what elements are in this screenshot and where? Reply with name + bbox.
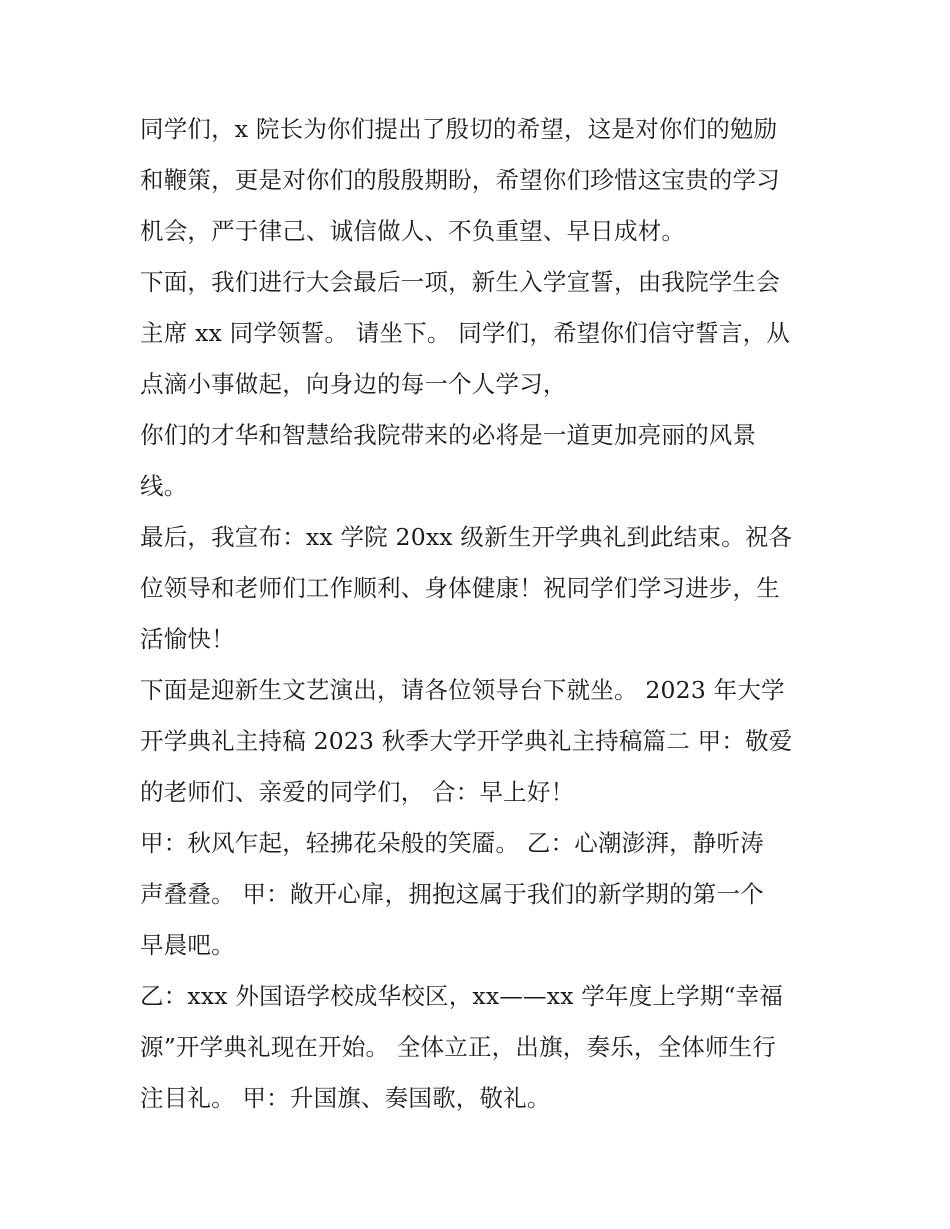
- paragraph-6: 甲：秋风乍起，轻拂花朵般的笑靥。 乙：心潮澎湃，静听涛 声叠叠。 甲：敞开心扉，拥抱这属于我们的新学期的第一个 早晨吧。: [140, 829, 764, 959]
- paragraph-3: 你们的才华和智慧给我院带来的必将是一道更加亮丽的风景 线。: [140, 421, 757, 500]
- paragraph-2: 下面，我们进行大会最后一项，新生入学宣誓，由我院学生会 主席 xx 同学领誓。 请坐下。 同学们，希望你们信守誓言，从 点滴小事做起，向身边的每一个人学习，: [140, 268, 791, 398]
- paragraph-7: 乙：xxx 外国语学校成华校区，xx——xx 学年度上学期“幸福 源”开学典礼现在开始。 全体立正，出旗，奏乐，全体师生行 注目礼。 甲：升国旗、奏国歌，敬礼。: [140, 982, 784, 1112]
- document-body: [140, 104, 820, 1124]
- paragraph-4: 最后，我宣布：xx 学院 20xx 级新生开学典礼到此结束。祝各 位领导和老师们工作顺利、身体健康！祝同学们学习进步，生 活愉快！: [140, 523, 793, 653]
- paragraph-1: 同学们，x 院长为你们提出了殷切的希望，这是对你们的勉励 和鞭策，更是对你们的殷殷期盼，希望你们珍惜这宝贵的学习 机会，严于律己、诚信做人、不负重望、早日成材。: [140, 115, 780, 245]
- paragraph-5: 下面是迎新生文艺演出，请各位领导台下就坐。 2023 年大学 开学典礼主持稿 2023 秋季大学开学典礼主持稿篇二 甲：敬爱 的老师们、亲爱的同学们， 合：早上好！: [140, 676, 793, 806]
